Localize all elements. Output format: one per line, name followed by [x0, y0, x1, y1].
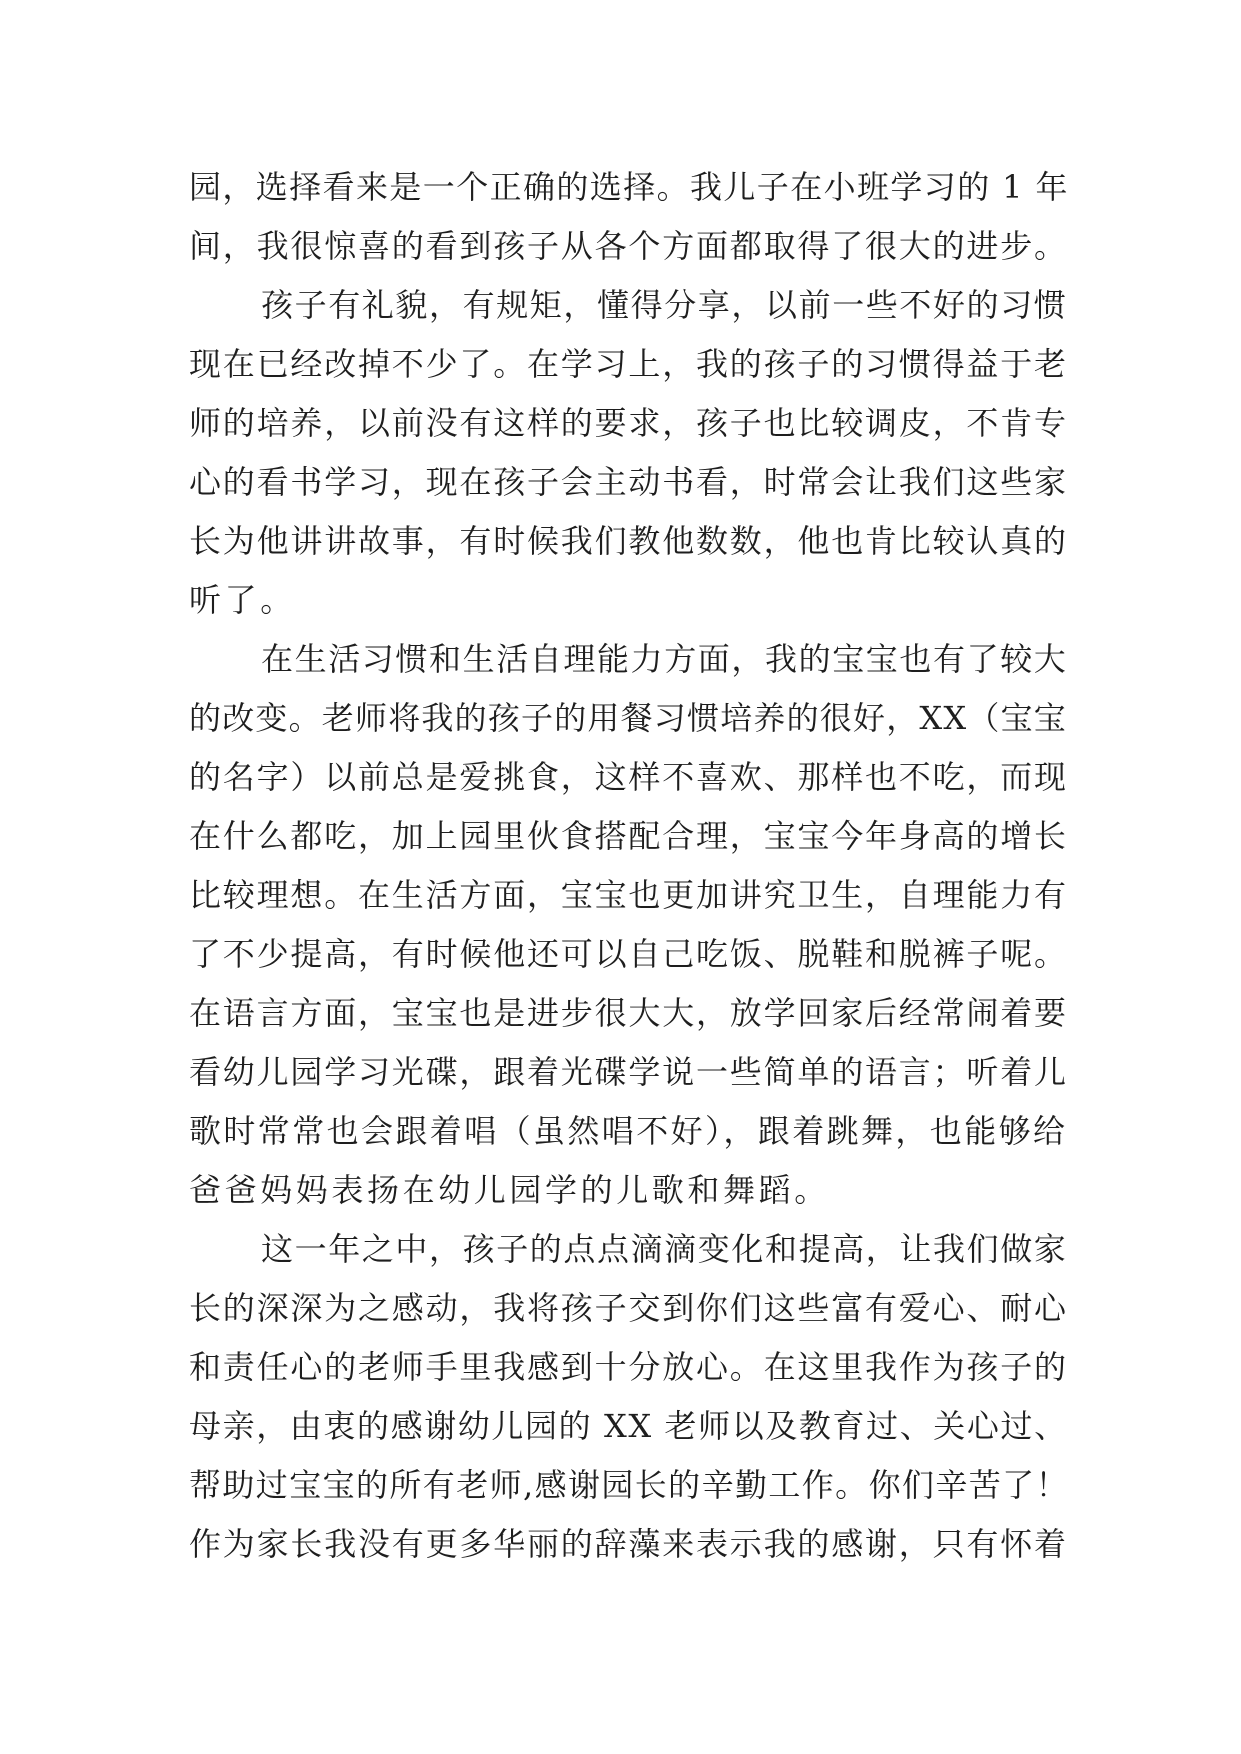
text-line: 师的培养，以前没有这样的要求，孩子也比较调皮，不肯专: [189, 404, 1068, 442]
text-line: 的改变。老师将我的孩子的用餐习惯培养的很好，XX（宝宝: [189, 699, 1067, 737]
text-line: 长为他讲讲故事，有时候我们教他数数，他也肯比较认真的: [189, 522, 1068, 560]
text-line: 比较理想。在生活方面，宝宝也更加讲究卫生，自理能力有: [189, 876, 1068, 914]
paragraph-first-line: 孩子有礼貌，有规矩，懂得分享，以前一些不好的习惯: [261, 286, 1068, 324]
text-line: 爸爸妈妈表扬在幼儿园学的儿歌和舞蹈。: [189, 1171, 830, 1209]
text-line: 心的看书学习，现在孩子会主动书看，时常会让我们这些家: [189, 463, 1068, 501]
text-line: 间，我很惊喜的看到孩子从各个方面都取得了很大的进步。: [189, 227, 1068, 265]
text-line: 了不少提高，有时候他还可以自己吃饭、脱鞋和脱裤子呢。: [189, 935, 1068, 973]
paragraph-first-line: 在生活习惯和生活自理能力方面，我的宝宝也有了较大: [261, 640, 1068, 678]
text-line: 和责任心的老师手里我感到十分放心。在这里我作为孩子的: [189, 1348, 1068, 1386]
text-line: 的名字）以前总是爱挑食，这样不喜欢、那样也不吃，而现: [189, 758, 1068, 796]
text-line: 作为家长我没有更多华丽的辞藻来表示我的感谢，只有怀着: [189, 1525, 1068, 1563]
text-line: 听了。: [189, 581, 296, 619]
text-line: 母亲，由衷的感谢幼儿园的 XX 老师以及教育过、关心过、: [189, 1407, 1068, 1445]
paragraph-first-line: 这一年之中，孩子的点点滴滴变化和提高，让我们做家: [261, 1230, 1068, 1268]
text-line: 歌时常常也会跟着唱（虽然唱不好），跟着跳舞，也能够给: [189, 1112, 1068, 1150]
text-line: 长的深深为之感动，我将孩子交到你们这些富有爱心、耐心: [189, 1289, 1068, 1327]
text-line: 在语言方面，宝宝也是进步很大大，放学回家后经常闹着要: [189, 994, 1068, 1032]
text-line: 现在已经改掉不少了。在学习上，我的孩子的习惯得益于老: [189, 345, 1068, 383]
text-line: 看幼儿园学习光碟，跟着光碟学说一些简单的语言；听着儿: [189, 1053, 1068, 1091]
text-line: 园，选择看来是一个正确的选择。我儿子在小班学习的 1 年: [189, 168, 1069, 206]
text-line: 在什么都吃，加上园里伙食搭配合理，宝宝今年身高的增长: [189, 817, 1068, 855]
document-body: [189, 158, 1069, 1574]
text-line: 帮助过宝宝的所有老师,感谢园长的辛勤工作。你们辛苦了！: [189, 1466, 1069, 1504]
